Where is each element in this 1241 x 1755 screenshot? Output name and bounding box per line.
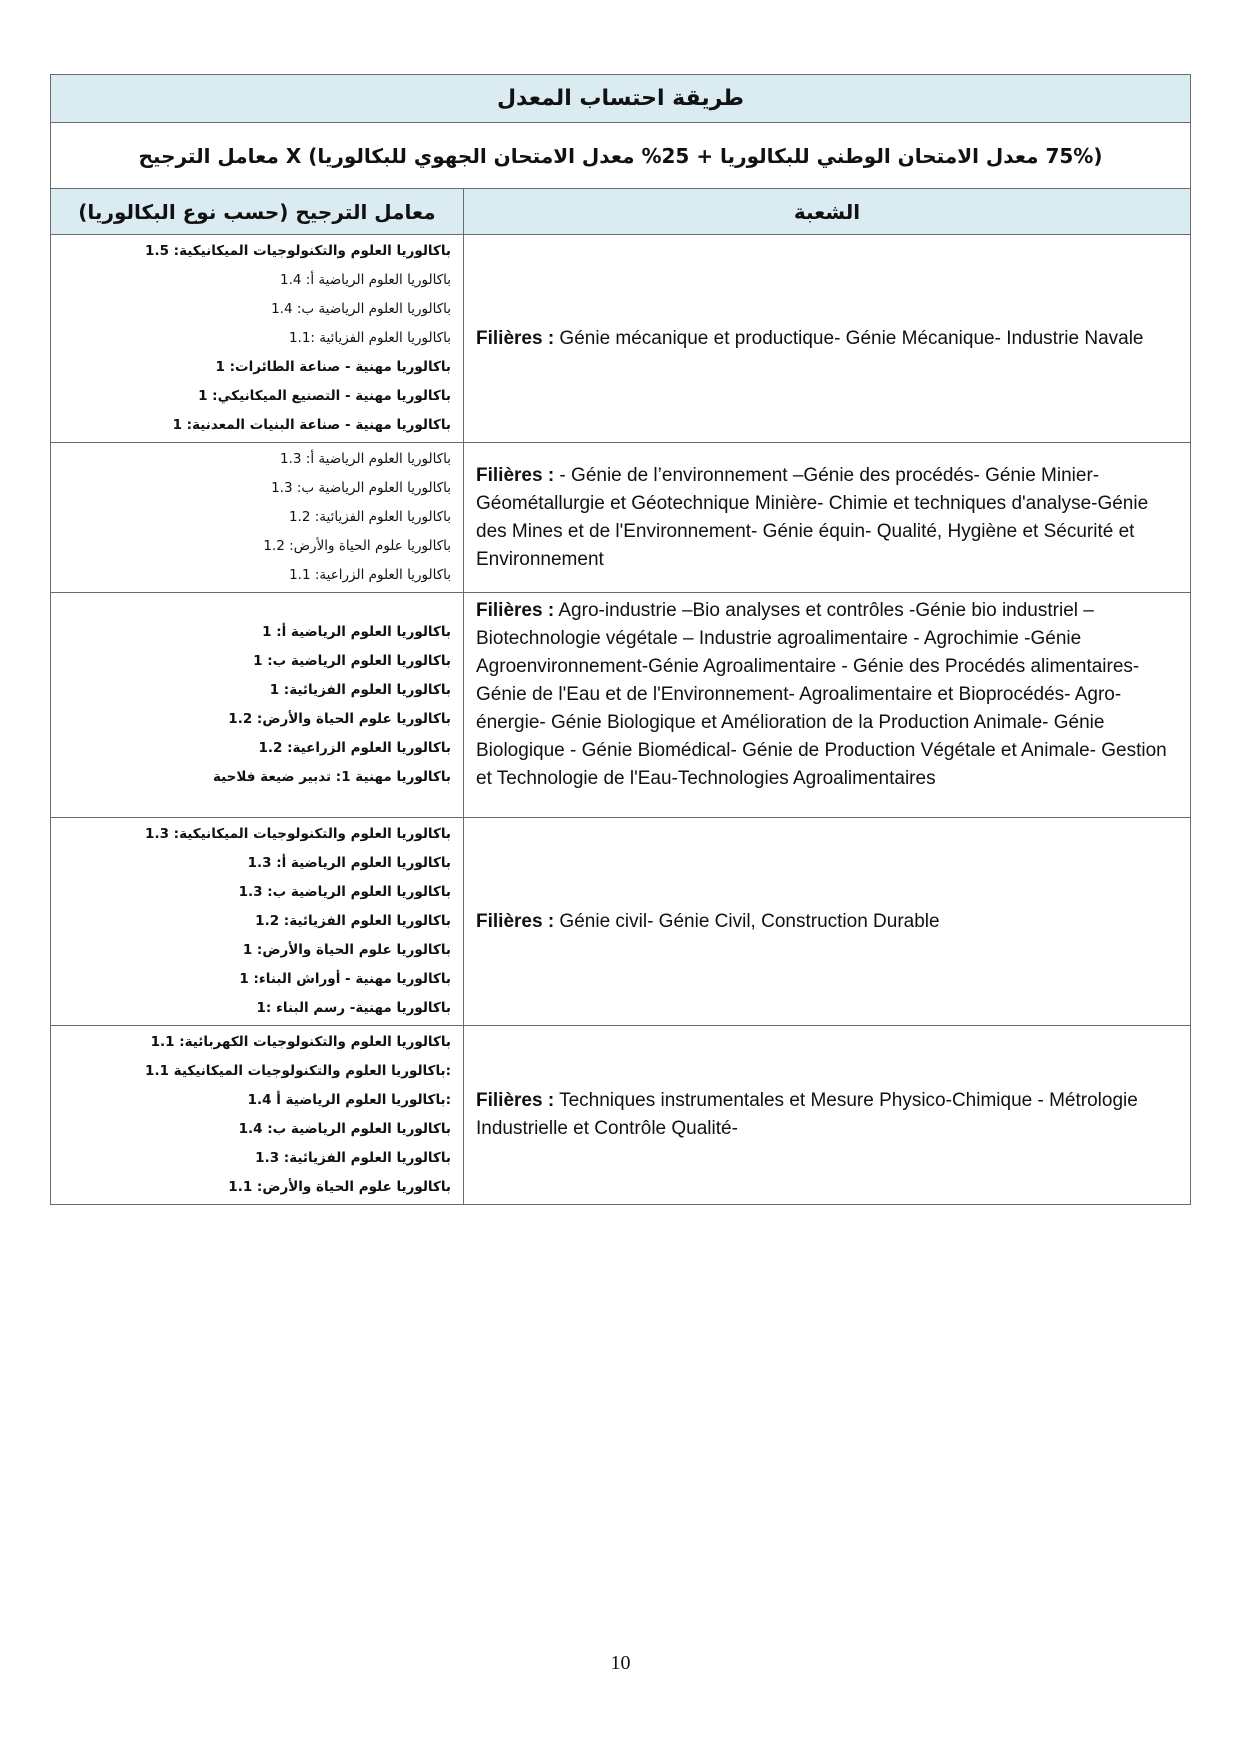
filieres-label: Filières : xyxy=(476,1090,555,1111)
table-title: طريقة احتساب المعدل xyxy=(51,75,1191,123)
filieres-text: Techniques instrumentales et Mesure Physico-Chimique - Métrologie Industrielle et Contrôle Qualité- xyxy=(476,1090,1138,1139)
table-row xyxy=(51,1026,1191,1205)
coefficient-item: باكالوريا العلوم الفزيائية :1.1 xyxy=(288,330,451,346)
filieres-cell xyxy=(464,443,1191,593)
filieres-cell xyxy=(464,1026,1191,1205)
coefficient-item: باكالوريا العلوم الرياضية أ: 1.3 xyxy=(247,855,451,871)
coefficient-item: باكالوريا علوم الحياة والأرض: 1 xyxy=(242,942,451,958)
coefficient-item: باكالوريا مهنية - صناعة البنيات المعدنية: 1 xyxy=(172,417,451,433)
coefficient-item: باكالوريا العلوم الرياضية أ: 1.3 xyxy=(280,451,451,467)
coefficient-item: باكالوريا علوم الحياة والأرض: 1.2 xyxy=(263,538,451,554)
coefficient-cell xyxy=(51,593,464,818)
coefficient-item: :باكالوريا العلوم الرياضية أ 1.4 xyxy=(247,1092,451,1108)
coefficient-item: :باكالوريا العلوم والتكنولوجيات الميكانيكية 1.1 xyxy=(145,1063,451,1079)
table-row xyxy=(51,443,1191,593)
coefficient-item: باكالوريا علوم الحياة والأرض: 1.1 xyxy=(228,1179,451,1195)
filieres-cell xyxy=(464,818,1191,1026)
coefficient-item: باكالوريا العلوم الرياضية أ: 1.4 xyxy=(280,272,451,288)
column-header-track: الشعبة xyxy=(464,189,1191,235)
coefficient-item: باكالوريا العلوم الفزيائية: 1.2 xyxy=(288,509,451,525)
coefficient-item: باكالوريا مهنية 1: تدبير ضيعة فلاحية xyxy=(212,769,451,785)
coefficient-item: باكالوريا العلوم الفزيائية: 1.3 xyxy=(255,1150,451,1166)
coefficient-item: باكالوريا العلوم الرياضية ب: 1.3 xyxy=(271,480,451,496)
average-calculation-table xyxy=(50,74,1191,1205)
filieres-label: Filières : xyxy=(476,464,555,486)
filieres-cell xyxy=(464,235,1191,443)
coefficient-item: باكالوريا العلوم الرياضية ب: 1.4 xyxy=(271,301,451,317)
table-title-row xyxy=(51,75,1191,123)
filieres-text: Génie civil- Génie Civil, Construction Durable xyxy=(554,910,940,932)
coefficient-item: باكالوريا العلوم الفزيائية: 1.2 xyxy=(255,913,451,929)
filieres-label: Filières : xyxy=(476,600,555,621)
coefficient-item: باكالوريا العلوم الزراعية: 1.1 xyxy=(289,567,451,583)
filieres-text: Agro-industrie –Bio analyses et contrôles -Génie bio industriel – Biotechnologie végétale – Industrie agroalimentaire - Agrochimie -Génie Agroenvironnement-Génie Agroalimentaire - Génie des Procédés alimentaires- Génie de l'Eau et de l'Environnement- Agroalimentaire et Bioprocédés- Agro-énergie- Génie Biologique et Amélioration de la Production Animale- Génie Biologique - Génie Biomédical- Génie de Production Végétale et Animale- Gestion et Technologie de l'Eau-Technologies Agroalimentaires xyxy=(476,600,1167,789)
coefficient-item: باكالوريا علوم الحياة والأرض: 1.2 xyxy=(228,711,451,727)
coefficient-cell xyxy=(51,818,464,1026)
filieres-label: Filières : xyxy=(476,910,555,932)
table-row xyxy=(51,818,1191,1026)
table-row xyxy=(51,593,1191,818)
table-row xyxy=(51,235,1191,443)
formula-row xyxy=(51,123,1191,189)
coefficient-item: باكالوريا مهنية - صناعة الطائرات: 1 xyxy=(215,359,451,375)
coefficient-item: باكالوريا العلوم الرياضية أ: 1 xyxy=(262,624,451,640)
filieres-cell xyxy=(464,593,1191,818)
calculation-formula: (75% معدل الامتحان الوطني للبكالوريا + 25% معدل الامتحان الجهوي للبكالوريا) X معامل الترجيح xyxy=(51,123,1191,189)
coefficient-cell xyxy=(51,443,464,593)
coefficient-item: باكالوريا مهنية - أوراش البناء: 1 xyxy=(239,971,451,987)
column-header-coefficient: معامل الترجيح (حسب نوع البكالوريا) xyxy=(51,189,464,235)
coefficient-item: باكالوريا العلوم والتكنولوجيات الكهربائية: 1.1 xyxy=(150,1034,451,1050)
coefficient-cell xyxy=(51,1026,464,1205)
filieres-text: Génie mécanique et productique- Génie Mécanique- Industrie Navale xyxy=(554,327,1144,349)
coefficient-item: باكالوريا العلوم والتكنولوجيات الميكانيكية: 1.5 xyxy=(145,243,451,259)
coefficient-item: باكالوريا مهنية- رسم البناء :1 xyxy=(256,1000,451,1016)
page-number: 10 xyxy=(610,1652,631,1674)
coefficient-item: باكالوريا العلوم الرياضية ب: 1 xyxy=(253,653,451,669)
coefficient-item: باكالوريا مهنية - التصنيع الميكانيكي: 1 xyxy=(198,388,451,404)
coefficient-item: باكالوريا العلوم والتكنولوجيات الميكانيكية: 1.3 xyxy=(145,826,451,842)
coefficient-cell xyxy=(51,235,464,443)
coefficient-item: باكالوريا العلوم الرياضية ب: 1.3 xyxy=(238,884,451,900)
coefficient-item: باكالوريا العلوم الرياضية ب: 1.4 xyxy=(238,1121,451,1137)
coefficient-item: باكالوريا العلوم الزراعية: 1.2 xyxy=(258,740,451,756)
filieres-label: Filières : xyxy=(476,327,555,349)
coefficient-item: باكالوريا العلوم الفزيائية: 1 xyxy=(269,682,451,698)
column-header-row xyxy=(51,189,1191,235)
filieres-text: - Génie de l’environnement –Génie des procédés- Génie Minier-Géométallurgie et Géotechnique Minière- Chimie et techniques d'analyse-Génie des Mines et de l'Environnement- Génie équin- Qualité, Hygiène et Sécurité et Environnement xyxy=(476,464,1149,570)
